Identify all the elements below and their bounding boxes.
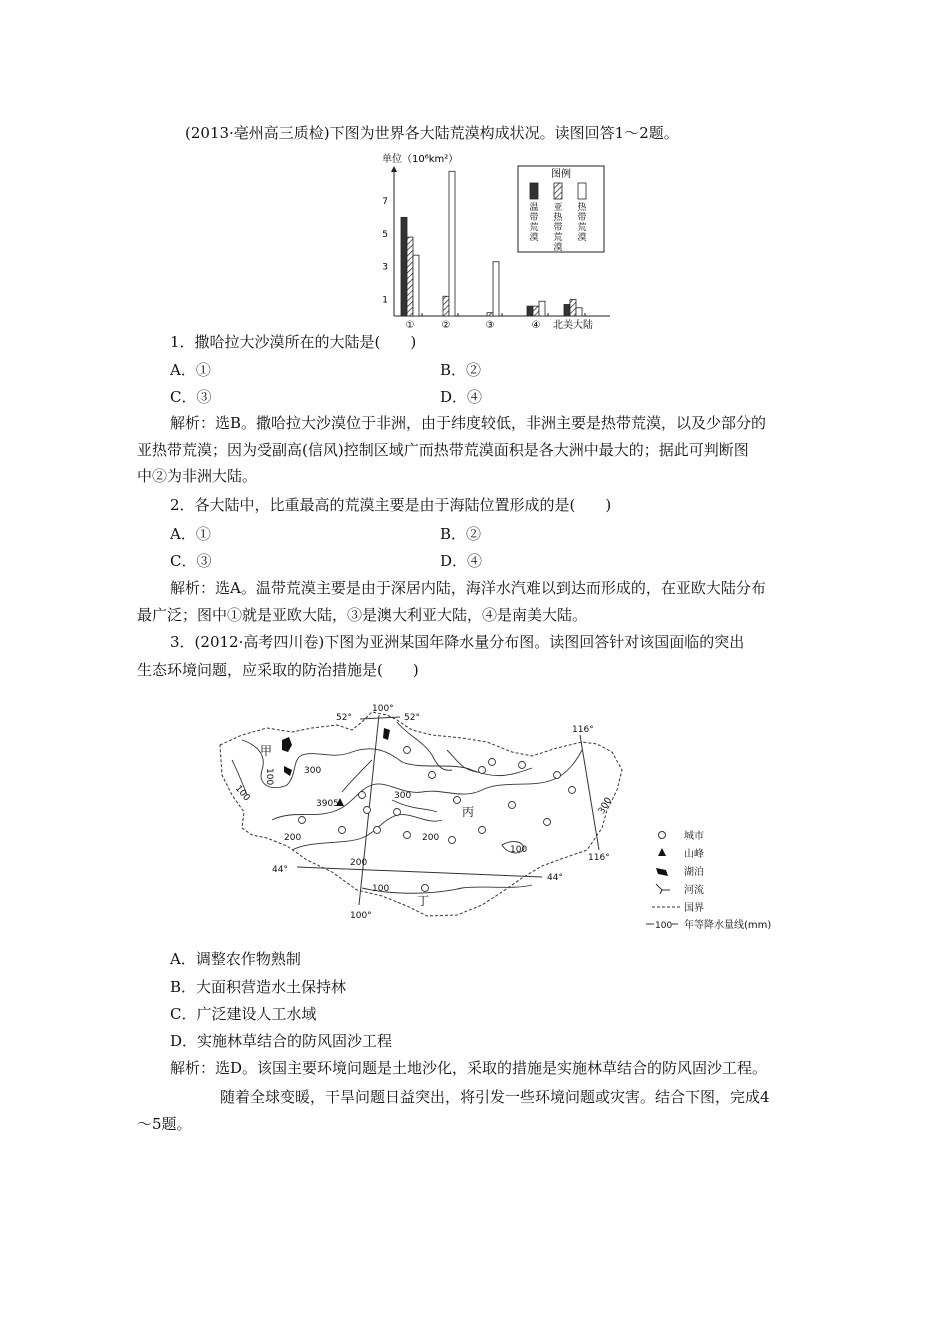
city-marker [404,832,411,839]
q2-analysis-1: 解析：选A。温带荒漠主要是由于深居内陆，海洋水汽难以到达而形成的，在亚欧大陆分布 [170,579,766,597]
q3-option-b[interactable]: B．大面积营造水土保持林 [170,978,347,996]
legend-river-icon [656,884,670,894]
q3-stem-2: 生态环境问题，应采取的防治措施是( ) [137,661,419,679]
y-tick-label: 5 [382,229,388,240]
label-peak: 3905 [316,799,339,809]
q3-option-c[interactable]: C．广泛建设人工水域 [170,1005,317,1023]
bar [487,313,493,316]
city-marker [429,772,436,779]
legend-swatch-temperate [530,183,538,199]
precipitation-map [212,700,792,930]
iso-label: 300 [596,795,615,816]
legend-swatch-tropical [578,183,586,199]
city-marker [479,767,486,774]
x-tick-label: ④ [531,320,541,331]
longitude-116-line [580,735,599,850]
city-marker [544,819,551,826]
city-marker [479,827,486,834]
label-lon116a: 116° [572,725,594,735]
city-marker [554,772,561,779]
city-marker [489,759,496,766]
q2-option-d[interactable]: D．④ [440,552,483,570]
q3-stem-1: 3．(2012·高考四川卷)下图为亚洲某国年降水量分布图。读图回答针对该国面临的突出 [170,633,745,651]
legend-city-icon [659,832,666,839]
label-lon100b: 100° [350,911,372,921]
map-legend [646,829,771,930]
city-marker [569,787,576,794]
bar [570,300,576,316]
iso-label: 200 [422,833,440,843]
bar [493,262,499,316]
city-marker [299,817,306,824]
legend-river: 河流 [684,885,704,896]
city-marker [374,827,381,834]
q1-analysis-1: 解析：选B。撒哈拉大沙漠位于非洲，由于纬度较低，非洲主要是热带荒漠，以及少部分的 [170,414,767,432]
legend-swatch-subtropical [554,183,562,199]
city-marker [359,792,366,799]
label-lat44b: 44° [547,873,563,883]
x-tick-label: ② [441,320,451,331]
city-marker [449,837,456,844]
q2-option-b[interactable]: B．② [440,525,482,543]
lake-north [383,728,390,740]
city-marker [519,762,526,769]
q1-analysis-2: 亚热带荒漠；因为受副高(信风)控制区域广而热带荒漠面积是各大洲中最大的；据此可判断图 [137,441,749,459]
city-marker [364,807,371,814]
bar [413,255,419,316]
latitude-44-line [297,867,542,877]
label-lon100a: 100° [372,704,394,714]
chart-ylabel: 单位（10⁶km²） [382,154,459,165]
label-lat44a: 44° [272,865,288,875]
bar [449,171,455,316]
legend-label: 热带荒漠 [577,203,587,243]
outro-1: 随着全球变暖，干旱问题日益突出，将引发一些环境问题或灾害。结合下图，完成4 [220,1088,770,1106]
iso-label: 100 [510,845,528,855]
label-lat52b: 52° [404,713,420,723]
iso-label: 100 [372,884,390,894]
q1-option-b[interactable]: B．② [440,361,482,379]
x-tick-label: ③ [485,320,495,331]
iso-label: 200 [350,858,368,868]
label-lat52a: 52° [336,713,352,723]
legend-isohyet: 年等降水量线(mm) [684,920,772,930]
bar [576,308,582,316]
lake-west [284,766,292,776]
q3-option-d[interactable]: D．实施林草结合的防风固沙工程 [170,1032,393,1050]
y-tick-label: 1 [382,295,388,306]
city-marker [422,885,429,892]
q1-stem: 1．撒哈拉大沙漠所在的大陆是( ) [170,333,417,351]
bar [527,306,533,316]
bar [401,217,407,316]
bar [564,304,570,316]
y-tick-label: 3 [382,262,388,273]
x-tick-label: ① [405,320,415,331]
legend-peak-icon [658,848,666,856]
legend-isohyet-sample: 100 [655,921,673,930]
city-marker [404,747,411,754]
x-tick-label: 北美大陆 [553,320,593,331]
city-marker [454,797,461,804]
label-ding: 丁 [417,894,430,908]
q1-option-d[interactable]: D．④ [440,388,483,406]
q2-stem: 2．各大陆中，比重最高的荒漠主要是由于海陆位置形成的是( ) [170,496,612,514]
iso-label: 100 [264,768,274,786]
outro-2: ～5题。 [137,1115,192,1133]
legend-label: 温带荒漠 [529,203,539,243]
label-jia: 甲 [260,744,273,758]
city-marker [339,827,346,834]
iso-label: 300 [304,766,322,776]
iso-label: 300 [394,791,412,801]
q2-option-a[interactable]: A．① [170,525,211,543]
bar [539,301,545,316]
city-marker [394,809,401,816]
y-tick-label: 7 [382,196,388,207]
legend-peak: 山峰 [684,849,704,860]
bar [407,237,413,316]
bar [443,296,449,316]
q2-analysis-2: 最广泛；图中①就是亚欧大陆，③是澳大利亚大陆，④是南美大陆。 [137,606,588,624]
q1-option-c[interactable]: C．③ [170,388,212,406]
q1-analysis-3: 中②为非洲大陆。 [137,467,258,485]
label-lon116b: 116° [588,853,610,863]
legend-border: 国界 [684,903,704,914]
lake-khuvsgul [282,737,292,752]
q3-option-a[interactable]: A．调整农作物熟制 [170,950,301,968]
legend-title: 图例 [551,169,571,180]
q3-analysis: 解析：选D。该国主要环境问题是土地沙化，采取的措施是实施林草结合的防风固沙工程。 [170,1059,768,1077]
legend-lake: 湖泊 [684,867,704,878]
legend-city: 城市 [684,831,704,842]
legend-label: 亚热带荒漠 [553,203,563,253]
q1-option-a[interactable]: A．① [170,361,211,379]
intro-text: (2013·亳州高三质检)下图为世界各大陆荒漠构成状况。读图回答1～2题。 [185,124,679,142]
iso-label: 100 [232,783,252,804]
q2-option-c[interactable]: C．③ [170,552,212,570]
iso-label: 200 [284,833,302,843]
city-marker [509,802,516,809]
bar [533,306,539,316]
label-bing: 丙 [462,805,475,819]
chart-legend [518,166,604,253]
desert-bar-chart [360,150,620,335]
legend-lake-icon [656,868,668,876]
cities [299,747,576,892]
